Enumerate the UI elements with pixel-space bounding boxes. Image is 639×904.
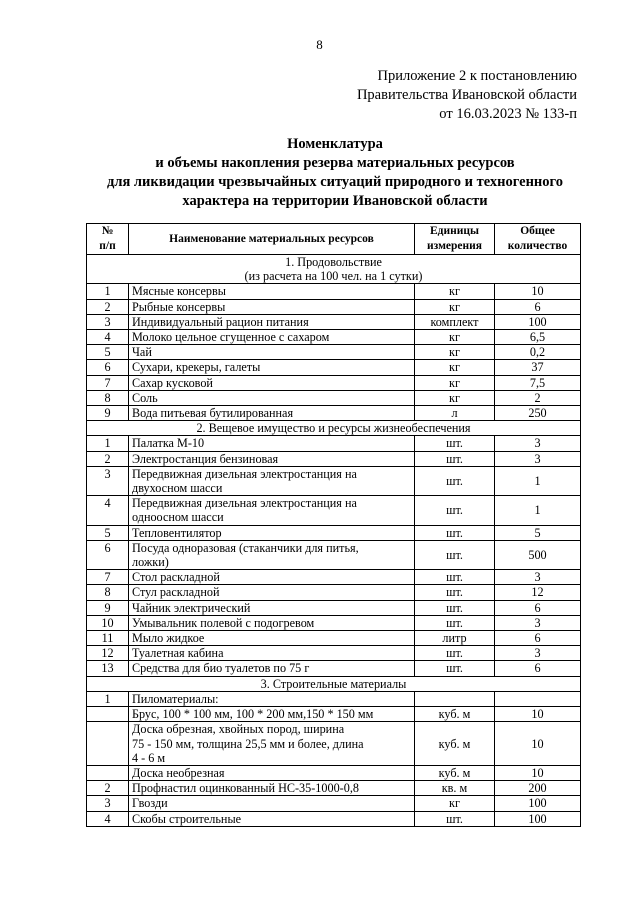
unit: шт. <box>415 661 495 676</box>
title-line: и объемы накопления резерва материальных ресурсов <box>155 155 515 171</box>
quantity: 3 <box>495 570 581 585</box>
row-number: 13 <box>87 661 129 676</box>
table-row <box>87 540 581 569</box>
resource-name: Палатка М-10 <box>129 436 415 451</box>
unit: куб. м <box>415 722 495 766</box>
row-number: 10 <box>87 615 129 630</box>
row-number <box>87 722 129 766</box>
section-title <box>87 255 581 284</box>
row-number: 4 <box>87 496 129 525</box>
row-number: 4 <box>87 811 129 826</box>
unit: кг <box>415 360 495 375</box>
table-row <box>87 600 581 615</box>
unit: куб. м <box>415 707 495 722</box>
quantity: 37 <box>495 360 581 375</box>
header-quantity-line: Общее <box>520 225 555 237</box>
resource-name: Стул раскладной <box>129 585 415 600</box>
unit: шт. <box>415 811 495 826</box>
quantity: 200 <box>495 781 581 796</box>
row-number: 5 <box>87 345 129 360</box>
resource-name-line: двухосном шасси <box>132 481 223 496</box>
resource-name-line: 4 - 6 м <box>132 750 166 765</box>
resource-name: Сахар кусковой <box>129 375 415 390</box>
resource-name: Чайник электрический <box>129 600 415 615</box>
unit: кг <box>415 390 495 405</box>
unit: шт. <box>415 600 495 615</box>
title-line: для ликвидации чрезвычайных ситуаций природного и техногенного <box>106 174 564 190</box>
row-number: 6 <box>87 360 129 375</box>
section-title-line: 3. Строительные материалы <box>260 676 407 691</box>
unit: кг <box>415 284 495 299</box>
resource-name: Мясные консервы <box>129 284 415 299</box>
table-row <box>87 375 581 390</box>
quantity: 10 <box>495 765 581 780</box>
header-unit-line: измерения <box>427 240 482 252</box>
unit: л <box>415 406 495 421</box>
resource-name-line: 75 - 150 мм, толщина 25,5 мм и более, длина <box>132 736 364 751</box>
appendix-line: от 16.03.2023 № 133-п <box>439 106 577 122</box>
quantity: 6,5 <box>495 330 581 345</box>
row-number <box>87 765 129 780</box>
unit: шт. <box>415 466 495 495</box>
row-number: 2 <box>87 299 129 314</box>
unit: комплект <box>415 314 495 329</box>
quantity: 3 <box>495 451 581 466</box>
quantity: 250 <box>495 406 581 421</box>
row-number <box>87 707 129 722</box>
unit: шт. <box>415 570 495 585</box>
unit: шт. <box>415 646 495 661</box>
resource-name-line: ложки) <box>132 555 169 570</box>
resource-name <box>129 722 415 766</box>
table-row <box>87 436 581 451</box>
resource-name: Молоко цельное сгущенное с сахаром <box>129 330 415 345</box>
quantity: 2 <box>495 390 581 405</box>
resource-name: Умывальник полевой с подогревом <box>129 615 415 630</box>
row-number: 9 <box>87 406 129 421</box>
table-row <box>87 570 581 585</box>
quantity: 100 <box>495 796 581 811</box>
section-title-line: 1. Продовольствие <box>285 255 382 269</box>
resource-name <box>129 466 415 495</box>
page-number: 8 <box>316 37 323 52</box>
resource-name: Чай <box>129 345 415 360</box>
unit: шт. <box>415 525 495 540</box>
quantity: 6 <box>495 600 581 615</box>
table-row <box>87 451 581 466</box>
unit: шт. <box>415 540 495 569</box>
resource-name: Электростанция бензиновая <box>129 451 415 466</box>
header-number-line: № <box>101 225 114 237</box>
row-number: 8 <box>87 585 129 600</box>
section-title-line: (из расчета на 100 чел. на 1 сутки) <box>244 269 423 284</box>
row-number: 3 <box>87 314 129 329</box>
resource-name-line: одноосном шасси <box>132 510 224 525</box>
table-row <box>87 646 581 661</box>
table-row <box>87 722 581 766</box>
quantity: 6 <box>495 661 581 676</box>
table-row <box>87 781 581 796</box>
resource-name <box>129 496 415 525</box>
appendix-note <box>357 67 577 124</box>
row-number: 6 <box>87 540 129 569</box>
resource-name: Туалетная кабина <box>129 646 415 661</box>
table-row <box>87 314 581 329</box>
resource-name-line: Доска обрезная, хвойных пород, ширина <box>132 722 345 737</box>
resource-name: Соль <box>129 390 415 405</box>
row-number: 5 <box>87 525 129 540</box>
unit: шт. <box>415 585 495 600</box>
resource-name: Скобы строительные <box>129 811 415 826</box>
resource-name: Стол раскладной <box>129 570 415 585</box>
resource-name: Мыло жидкое <box>129 631 415 646</box>
header-number <box>87 224 129 255</box>
quantity: 5 <box>495 525 581 540</box>
resource-name: Сухари, крекеры, галеты <box>129 360 415 375</box>
table-row <box>87 330 581 345</box>
header-number-line: п/п <box>99 240 116 252</box>
row-number: 3 <box>87 796 129 811</box>
unit: кг <box>415 796 495 811</box>
resource-name: Брус, 100 * 100 мм, 100 * 200 мм,150 * 150 мм <box>129 707 415 722</box>
resource-name-line: Передвижная дизельная электростанция на <box>132 466 357 481</box>
unit: кг <box>415 330 495 345</box>
table-row <box>87 466 581 495</box>
row-number: 7 <box>87 570 129 585</box>
header-name: Наименование материальных ресурсов <box>129 224 415 255</box>
quantity: 1 <box>495 466 581 495</box>
table-row <box>87 796 581 811</box>
row-number: 7 <box>87 375 129 390</box>
quantity: 500 <box>495 540 581 569</box>
quantity: 10 <box>495 722 581 766</box>
resource-name: Вода питьевая бутилированная <box>129 406 415 421</box>
row-number: 1 <box>87 691 129 706</box>
table-row <box>87 661 581 676</box>
quantity: 100 <box>495 314 581 329</box>
resource-name-line: Передвижная дизельная электростанция на <box>132 496 357 511</box>
quantity: 100 <box>495 811 581 826</box>
row-number: 12 <box>87 646 129 661</box>
title-line: характера на территории Ивановской области <box>182 193 488 209</box>
table-row <box>87 765 581 780</box>
table-row <box>87 691 581 706</box>
row-number: 11 <box>87 631 129 646</box>
appendix-line: Правительства Ивановской области <box>356 87 577 103</box>
table-row <box>87 496 581 525</box>
quantity: 1 <box>495 496 581 525</box>
header-unit <box>415 224 495 255</box>
resource-name: Профнастил оцинкованный НС-35-1000-0,8 <box>129 781 415 796</box>
quantity: 12 <box>495 585 581 600</box>
table-row <box>87 525 581 540</box>
table-row <box>87 585 581 600</box>
quantity: 6 <box>495 299 581 314</box>
section-title-line: 2. Вещевое имущество и ресурсы жизнеобеспечения <box>196 421 471 436</box>
document-title <box>70 135 600 211</box>
row-number: 9 <box>87 600 129 615</box>
section-title <box>87 421 581 436</box>
table-row <box>87 707 581 722</box>
resource-name: Гвозди <box>129 796 415 811</box>
unit: куб. м <box>415 765 495 780</box>
unit: шт. <box>415 615 495 630</box>
table-row <box>87 284 581 299</box>
section-header-row <box>87 676 581 691</box>
quantity: 10 <box>495 707 581 722</box>
table-body <box>87 255 581 827</box>
table-row <box>87 406 581 421</box>
resource-name: Доска необрезная <box>129 765 415 780</box>
unit <box>415 691 495 706</box>
quantity: 7,5 <box>495 375 581 390</box>
section-title <box>87 676 581 691</box>
header-quantity-line: количество <box>507 240 568 252</box>
row-number: 1 <box>87 436 129 451</box>
table-row <box>87 631 581 646</box>
header-quantity <box>495 224 581 255</box>
resource-name: Средства для био туалетов по 75 г <box>129 661 415 676</box>
table-row <box>87 299 581 314</box>
table-header-row <box>87 224 581 255</box>
table-row <box>87 811 581 826</box>
quantity: 3 <box>495 646 581 661</box>
unit: кг <box>415 299 495 314</box>
quantity: 3 <box>495 615 581 630</box>
row-number: 2 <box>87 451 129 466</box>
unit: кг <box>415 375 495 390</box>
table-row <box>87 615 581 630</box>
quantity: 6 <box>495 631 581 646</box>
resource-name: Пиломатериалы: <box>129 691 415 706</box>
table-row <box>87 390 581 405</box>
unit: шт. <box>415 436 495 451</box>
section-header-row <box>87 421 581 436</box>
appendix-line: Приложение 2 к постановлению <box>377 68 577 84</box>
table-row <box>87 360 581 375</box>
quantity: 10 <box>495 284 581 299</box>
unit: шт. <box>415 451 495 466</box>
resource-name: Тепловентилятор <box>129 525 415 540</box>
resource-name: Рыбные консервы <box>129 299 415 314</box>
unit: литр <box>415 631 495 646</box>
row-number: 3 <box>87 466 129 495</box>
section-header-row <box>87 255 581 284</box>
unit: шт. <box>415 496 495 525</box>
row-number: 8 <box>87 390 129 405</box>
resource-name: Индивидуальный рацион питания <box>129 314 415 329</box>
quantity: 3 <box>495 436 581 451</box>
table-row <box>87 345 581 360</box>
row-number: 4 <box>87 330 129 345</box>
quantity: 0,2 <box>495 345 581 360</box>
header-unit-line: Единицы <box>430 225 479 237</box>
unit: кв. м <box>415 781 495 796</box>
unit: кг <box>415 345 495 360</box>
quantity <box>495 691 581 706</box>
resource-name-line: Посуда одноразовая (стаканчики для питья, <box>132 540 359 555</box>
row-number: 2 <box>87 781 129 796</box>
row-number: 1 <box>87 284 129 299</box>
resources-table <box>86 223 581 827</box>
resource-name <box>129 540 415 569</box>
title-line: Номенклатура <box>287 136 383 152</box>
